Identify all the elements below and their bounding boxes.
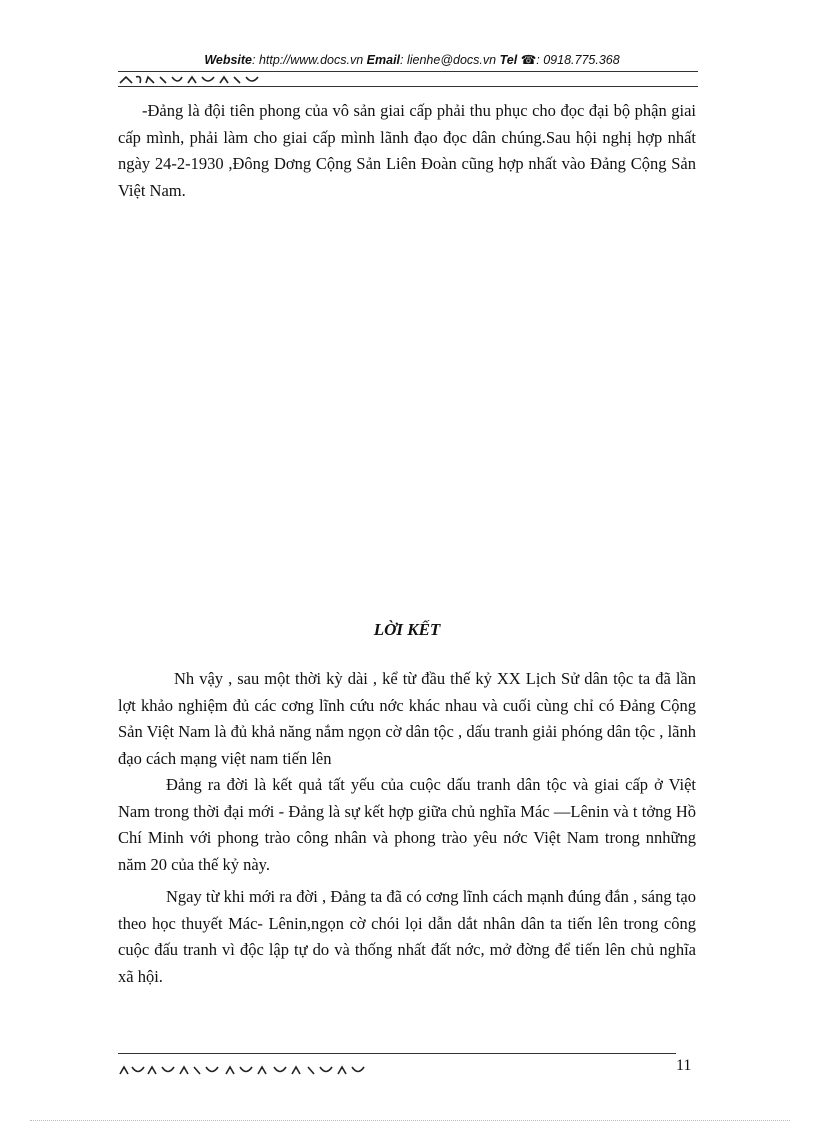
- intro-paragraph: -Đảng là đội tiên phong của vô sản giai cấp phải thu phục cho đọc đại bộ phận giai cấp mình, phải làm cho giai cấp mình lãnh đạo đọc dân chúng.Sau hội nghị hợp nhất ngày 24-2-1930 ,Đông Dơng Cộng Sản Liên Đoàn cũng hợp nhất vào Đảng Cộng Sản Việt Nam.: [118, 101, 696, 200]
- header-contact-line: [168, 52, 656, 67]
- footer-garbled-mark: [118, 1062, 378, 1076]
- website-value[interactable]: : http://www.docs.vn: [252, 53, 364, 67]
- page-number: 11: [676, 1057, 692, 1074]
- conclusion-heading: LỜI KẾT: [373, 620, 441, 639]
- email-label: Email: [366, 53, 401, 67]
- tel-value: : 0918.775.368: [536, 53, 620, 67]
- header-rule-top: [118, 71, 698, 72]
- email-value[interactable]: : lienhe@docs.vn: [400, 53, 497, 67]
- conclusion-paragraph-3: Ngay từ khi mới ra đời , Đảng ta đã có cơng lĩnh cách mạnh đúng đắn , sáng tạo theo học thuyết Mác- Lênin,ngọn cờ chói lọi dẫn dắt nhân dân ta tiến lên trong công cuộc đấu tranh vì độc lập tự do và thống nhất đất nớc, mở đờng để tiến lên chủ nghĩa xã hội.: [118, 887, 696, 986]
- conclusion-paragraph-1: Nh vậy , sau một thời kỳ dài , kể từ đầu thế kỷ XX Lịch Sử dân tộc ta đã lần lợt khảo nghiệm đủ các cơng lĩnh cứu nớc khác nhau và cuối cùng chỉ có Đảng Cộng Sản Việt Nam là đủ khả năng nắm ngọn cờ dân tộc , dấu tranh giải phóng dân tộc , lãnh đạo cách mạng việt nam tiến lên: [118, 669, 696, 768]
- tel-label: Tel: [499, 53, 518, 67]
- header-rule-bottom: [118, 86, 698, 87]
- footer-rule: [118, 1053, 676, 1054]
- header-garbled-mark: [118, 73, 268, 85]
- conclusion-paragraph-2: Đảng ra đời là kết quả tất yếu của cuộc dấu tranh dân tộc và giai cấp ở Việt Nam trong thời đại mới - Đảng là sự kết hợp giữa chủ nghĩa Mác —Lênin và t tởng Hồ Chí Minh với phong trào công nhân và phong trào yêu nớc Việt Nam trong nnhững năm 20 của thế kỷ này.: [118, 775, 696, 874]
- phone-icon: ☎: [520, 53, 537, 67]
- page-edge-divider: [30, 1120, 790, 1121]
- website-label: Website: [204, 53, 253, 67]
